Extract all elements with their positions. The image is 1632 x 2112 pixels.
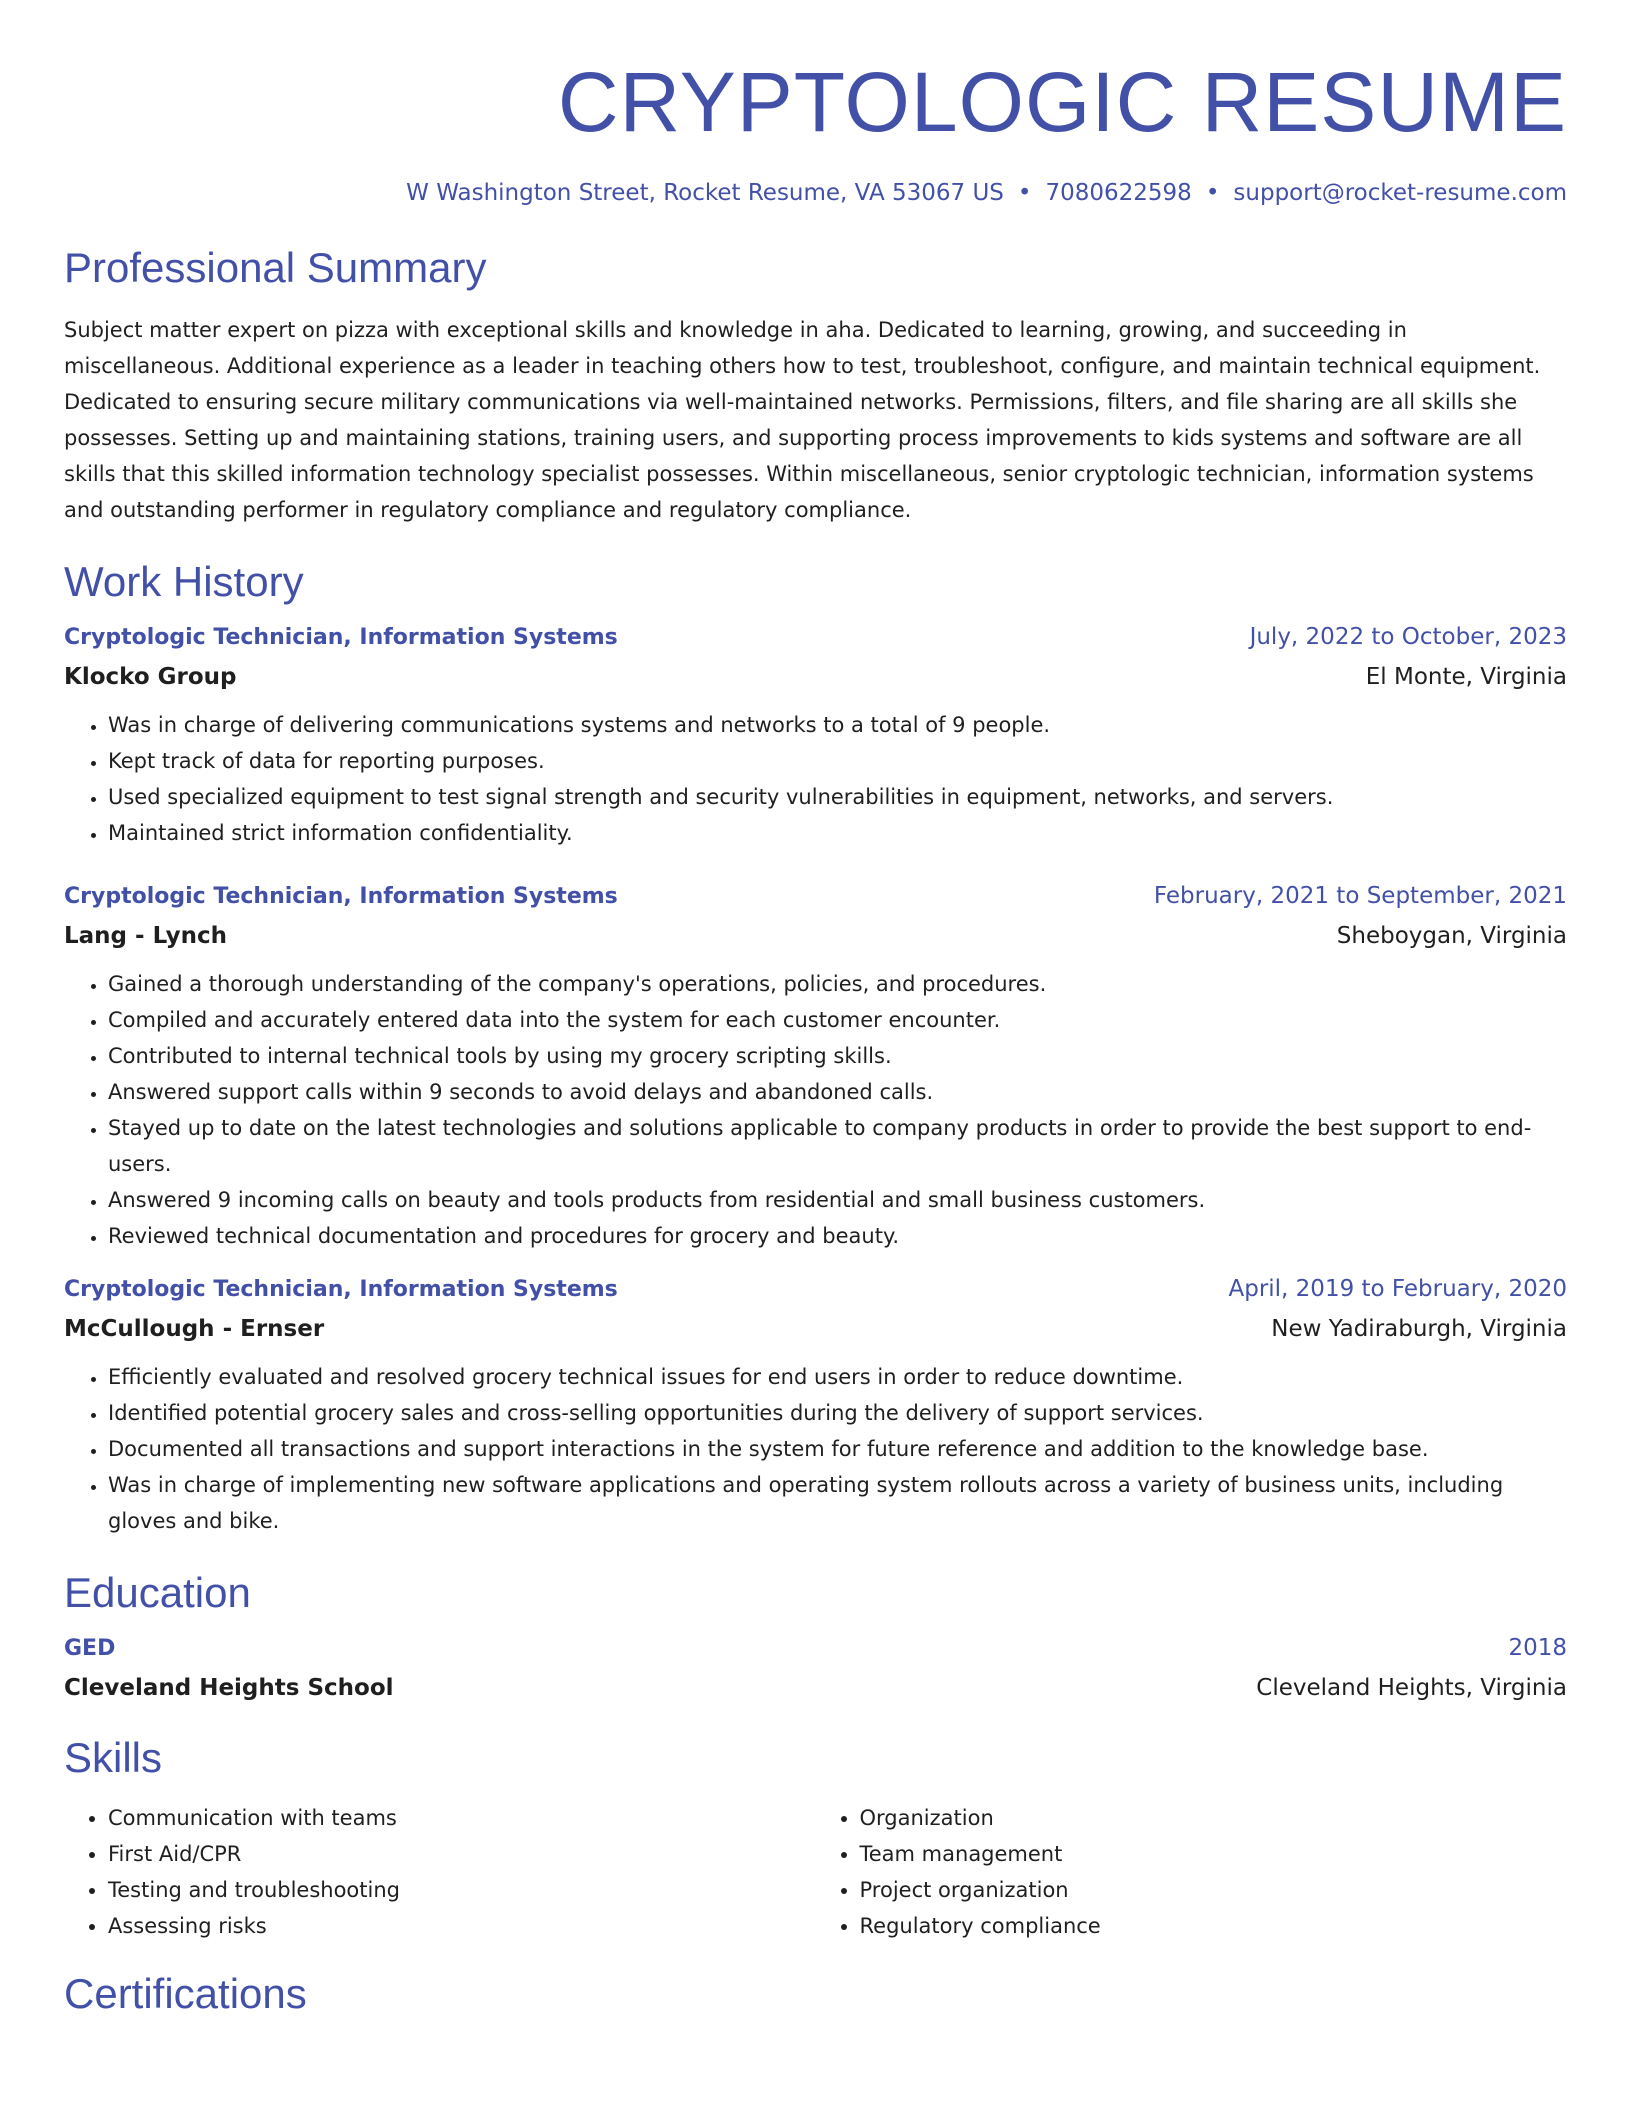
job-bullets xyxy=(64,707,1567,851)
contact-phone: 7080622598 xyxy=(1045,180,1192,206)
job-header-row xyxy=(64,1270,1567,1309)
education-header-row xyxy=(64,1629,1567,1668)
job-title: Cryptologic Technician, Information Systems xyxy=(64,884,618,909)
list-item: • Stayed up to date on the latest technologies and solutions applicable to company products in order to provide the best support to end-users. xyxy=(108,1110,1567,1182)
job-header-row xyxy=(64,618,1567,657)
skills-column-left xyxy=(64,1800,816,1944)
job-company-row xyxy=(64,657,1567,697)
contact-line xyxy=(64,176,1567,210)
job-company: Lang - Lynch xyxy=(64,923,228,949)
list-item: • Maintained strict information confidentiality. xyxy=(108,815,1567,851)
job-dates: April, 2019 to February, 2020 xyxy=(1228,1276,1567,1302)
certifications-heading: Certifications xyxy=(64,1970,307,2017)
job-bullets xyxy=(64,966,1567,1254)
contact-separator: • xyxy=(1205,180,1220,206)
education-entry xyxy=(64,1629,1567,1708)
skill-item: • Project organization xyxy=(860,1872,1568,1908)
skill-item: • Assessing risks xyxy=(108,1908,816,1944)
education-school: Cleveland Heights School xyxy=(64,1675,394,1701)
list-item: • Was in charge of implementing new software applications and operating system rollouts across a variety of business units, including gloves and bike. xyxy=(108,1467,1567,1539)
list-item: • Compiled and accurately entered data into the system for each customer encounter. xyxy=(108,1002,1567,1038)
contact-email: support@rocket-resume.com xyxy=(1233,180,1567,206)
list-item: • Efficiently evaluated and resolved grocery technical issues for end users in order to reduce downtime. xyxy=(108,1359,1567,1395)
list-item: • Identified potential grocery sales and cross-selling opportunities during the delivery of support services. xyxy=(108,1395,1567,1431)
list-item: • Answered 9 incoming calls on beauty and tools products from residential and small business customers. xyxy=(108,1182,1567,1218)
skills-heading: Skills xyxy=(64,1734,163,1781)
skills-column-right xyxy=(816,1800,1568,1944)
skill-item: • Team management xyxy=(860,1836,1568,1872)
job-location: Sheboygan, Virginia xyxy=(1336,923,1567,949)
job-title: Cryptologic Technician, Information Systems xyxy=(64,1277,618,1302)
skill-item: • Communication with teams xyxy=(108,1800,816,1836)
list-item: • Used specialized equipment to test signal strength and security vulnerabilities in equipment, networks, and servers. xyxy=(108,779,1567,815)
contact-address: W Washington Street, Rocket Resume, VA 53067 US xyxy=(406,180,1004,206)
skill-item: • Testing and troubleshooting xyxy=(108,1872,816,1908)
list-item: • Reviewed technical documentation and procedures for grocery and beauty. xyxy=(108,1218,1567,1254)
skill-item: • First Aid/CPR xyxy=(108,1836,816,1872)
job-company: Klocko Group xyxy=(64,664,237,690)
list-item: • Gained a thorough understanding of the company's operations, policies, and procedures. xyxy=(108,966,1567,1002)
summary-heading: Professional Summary xyxy=(64,244,487,291)
summary-text: Subject matter expert on pizza with exceptional skills and knowledge in aha. Dedicated to learning, growing, and succeeding in miscellaneous. Additional experience as a leader in teaching others how to test, troubleshoot, configure, and maintain technical equipment. Dedicated to ensuring secure military communications via well-maintained networks. Permissions, filters, and file sharing are all skills she possesses. Setting up and maintaining stations, training users, and supporting process improvements to kids systems and software are all skills that this skilled information technology specialist possesses. Within miscellaneous, senior cryptologic technician, information systems and outstanding performer in regulatory compliance and regulatory compliance. xyxy=(64,318,1541,522)
job-entry xyxy=(64,618,1567,851)
list-item: • Answered support calls within 9 seconds to avoid delays and abandoned calls. xyxy=(108,1074,1567,1110)
job-company-row xyxy=(64,916,1567,956)
skill-item: • Organization xyxy=(860,1800,1568,1836)
education-location: Cleveland Heights, Virginia xyxy=(1256,1675,1567,1701)
job-dates: July, 2022 to October, 2023 xyxy=(1249,624,1567,650)
job-header-row xyxy=(64,877,1567,916)
list-item: • Contributed to internal technical tools by using my grocery scripting skills. xyxy=(108,1038,1567,1074)
job-entry xyxy=(64,1270,1567,1539)
job-location: El Monte, Virginia xyxy=(1365,664,1567,690)
list-item: • Kept track of data for reporting purposes. xyxy=(108,743,1567,779)
resume-name: CRYPTOLOGIC RESUME xyxy=(557,55,1567,149)
job-dates: February, 2021 to September, 2021 xyxy=(1153,883,1567,909)
job-bullets xyxy=(64,1359,1567,1539)
job-entry xyxy=(64,877,1567,1254)
work-history-heading: Work History xyxy=(64,558,304,605)
list-item: • Documented all transactions and support interactions in the system for future reference and addition to the knowledge base. xyxy=(108,1431,1567,1467)
education-school-row xyxy=(64,1668,1567,1708)
education-degree: GED xyxy=(64,1636,116,1661)
contact-separator: • xyxy=(1017,180,1032,206)
job-title: Cryptologic Technician, Information Systems xyxy=(64,625,618,650)
education-heading: Education xyxy=(64,1569,251,1616)
skills-grid xyxy=(64,1800,1567,1944)
job-company: McCullough - Ernser xyxy=(64,1316,325,1342)
education-year: 2018 xyxy=(1508,1635,1567,1661)
job-location: New Yadiraburgh, Virginia xyxy=(1271,1316,1567,1342)
list-item: • Was in charge of delivering communications systems and networks to a total of 9 people. xyxy=(108,707,1567,743)
job-company-row xyxy=(64,1309,1567,1349)
skill-item: • Regulatory compliance xyxy=(860,1908,1568,1944)
